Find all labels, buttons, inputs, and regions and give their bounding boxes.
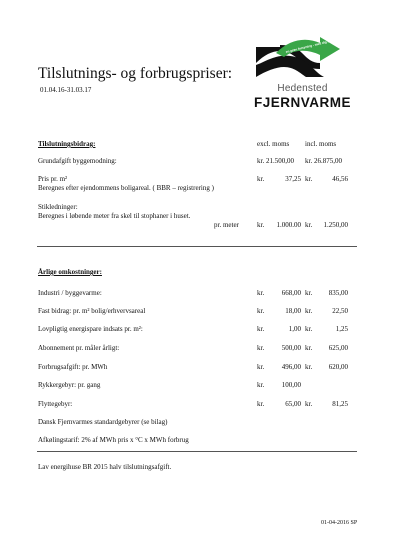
connection-heading: Tilslutningsbidrag: [38,140,96,148]
service-line-unit: pr. meter [214,221,239,229]
price-m2-cur-incl: kr. [305,175,313,183]
service-cur-incl: kr. [305,221,313,229]
section-divider [37,246,357,247]
list-item-excl: 18,00 [285,307,301,315]
page-stamp: 01-04-2016 SP [321,520,358,526]
list-item-label: Lovpligtig energispare indsats pr. m²: [38,325,143,333]
list-item-label: Rykkergebyr: pr. gang [38,381,101,389]
list-item-cur-incl: kr. [305,307,313,315]
list-item-cur-incl: kr. [305,400,313,408]
low-energy-footnote: Lav energihuse BR 2015 halv tilslutningsafgift. [38,463,172,471]
price-m2-note: Beregnes efter ejendommens boligareal. ( BBR – registrering ) [38,184,214,192]
service-cur-excl: kr. [257,221,265,229]
logo-slogan: en grøn forsyning - med dig i fokus [285,37,338,55]
col-excl-header: excl. moms [257,140,290,148]
logo-name: Hedensted [277,83,328,94]
logo-brand: FJERNVARME [253,95,351,110]
list-item-excl: 500,00 [281,344,301,352]
list-item-cur-incl: kr. [305,363,313,371]
annual-heading: Årlige omkostninger: [38,268,102,276]
list-item-incl: 22,50 [332,307,348,315]
price-period: 01.04.16-31.03.17 [40,86,92,94]
list-item-incl: 625,00 [328,344,348,352]
service-incl: 1.250,00 [323,221,348,229]
list-item-cur-excl: kr. [257,307,265,315]
list-item-excl: 668,00 [281,289,301,297]
list-item-label: Industri / byggevarme: [38,289,102,297]
list-item-cur-incl: kr. [305,325,313,333]
list-item-incl: 81,25 [332,400,348,408]
list-item-label: Forbrugsafgift: pr. MWh [38,363,108,371]
service-line-label: Stikledninger: [38,203,78,211]
section-divider [37,451,357,452]
service-line-note: Beregnes i løbende meter fra skel til stophaner i huset. [38,212,191,220]
base-fee-excl: kr. 21.500,00 [257,157,294,165]
price-m2-label: Pris pr. m² [38,175,68,183]
standard-fees-note: Dansk Fjernvarmes standardgebyrer (se bilag) [38,418,168,426]
list-item-incl: 1,25 [335,325,348,333]
base-fee-incl: kr. 26.875,00 [305,157,342,165]
list-item-cur-incl: kr. [305,289,313,297]
list-item-incl: 620,00 [328,363,348,371]
list-item-cur-excl: kr. [257,344,265,352]
list-item-cur-excl: kr. [257,363,265,371]
list-item-label: Flyttegebyr: [38,400,73,408]
service-excl: 1.000.00 [276,221,301,229]
list-item-cur-excl: kr. [257,325,265,333]
list-item-incl: 835,00 [328,289,348,297]
hedensted-fjernvarme-logo [240,33,365,115]
list-item-excl: 65,00 [285,400,301,408]
list-item-cur-incl: kr. [305,344,313,352]
col-incl-header: incl. moms [305,140,337,148]
list-item-cur-excl: kr. [257,400,265,408]
price-m2-cur-excl: kr. [257,175,265,183]
price-m2-incl: 46,56 [332,175,348,183]
list-item-label: Abonnement pr. måler årligt: [38,344,120,352]
page-title: Tilslutnings- og forbrugspriser: [38,65,233,82]
price-m2-excl: 37,25 [285,175,301,183]
list-item-cur-excl: kr. [257,289,265,297]
base-fee-label: Grundafgift byggemodning: [38,157,117,165]
list-item-excl: 1,00 [288,325,301,333]
logo-wave-icon [254,33,344,81]
list-item-excl: 496,00 [281,363,301,371]
list-item-excl: 100,00 [281,381,301,389]
list-item-cur-excl: kr. [257,381,265,389]
cooling-tariff-note: Afkølingstarif: 2% af MWh pris x °C x MWh forbrug [38,436,189,444]
list-item-label: Fast bidrag: pr. m² bolig/erhvervsareal [38,307,146,315]
